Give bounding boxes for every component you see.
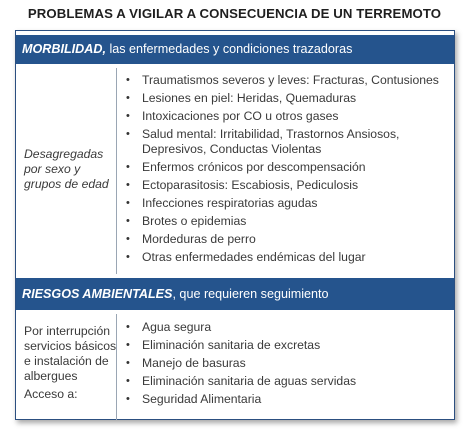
row-label-line: Por interrupción [24, 324, 111, 338]
bullet-icon: • [126, 251, 130, 263]
bullet-icon: • [126, 161, 130, 173]
section-row-morbilidad [16, 68, 454, 274]
condition-list [124, 73, 439, 268]
section-header-morbilidad [16, 35, 454, 64]
bullet-icon: • [126, 357, 130, 369]
bullet-icon: • [126, 197, 130, 209]
section-row-riesgos [16, 314, 454, 420]
bullet-icon: • [126, 74, 130, 86]
list-item: • Salud mental: Irritabilidad, Trastornos Ansiosos, Depresivos, Conductas Violentas [126, 127, 400, 156]
row-label-line: servicios básicos [24, 339, 117, 353]
list-item: • Mordeduras de perro [126, 232, 256, 246]
bullet-icon: • [126, 110, 130, 122]
list-item: • Intoxicaciones por CO u otros gases [126, 109, 339, 123]
list-item: • Manejo de basuras [126, 356, 246, 370]
row-label-line: por sexo y [24, 162, 81, 176]
list-item: • Eliminación sanitaria de aguas servidas [126, 374, 357, 388]
bullet-icon: • [126, 393, 130, 405]
row-label-line: albergues [24, 369, 78, 383]
list-item: • Traumatismos severos y leves: Fracturas, Contusiones [126, 73, 439, 87]
list-item: • Eliminación sanitaria de excretas [126, 338, 321, 352]
list-item: • Seguridad Alimentaria [126, 392, 262, 406]
list-item: • Otras enfermedades endémicas del lugar [126, 250, 366, 264]
list-item: • Ectoparasitosis: Escabiosis, Pediculosis [126, 178, 359, 192]
row-label-access: Acceso a: [24, 387, 78, 401]
section-header-rest: las enfermedades y condiciones trazadoras [105, 42, 353, 57]
row-label-line: e instalación de [24, 354, 109, 368]
risk-list [124, 320, 356, 410]
row-label [24, 147, 112, 192]
bullet-icon: • [126, 92, 130, 104]
list-item: • Lesiones en piel: Heridas, Quemaduras [126, 91, 357, 105]
bullet-icon: • [126, 321, 130, 333]
list-item: • Infecciones respiratorias agudas [126, 196, 318, 210]
bullet-icon: • [126, 375, 130, 387]
row-label-line: Desagregadas [24, 147, 104, 161]
column-divider [116, 314, 117, 420]
bullet-icon: • [126, 128, 130, 140]
section-header-strong: RIESGOS AMBIENTALES [22, 286, 173, 301]
list-item: • Enfermos crónicos por descompensación [126, 160, 366, 174]
list-item: • Brotes o epidemias [126, 214, 247, 228]
bullet-icon: • [126, 179, 130, 191]
section-header-strong: MORBILIDAD, [22, 42, 106, 57]
bullet-icon: • [126, 215, 130, 227]
bullet-icon: • [126, 233, 130, 245]
section-header-rest: , que requieren seguimiento [172, 286, 329, 301]
section-header-riesgos [16, 278, 454, 310]
column-divider [116, 68, 117, 274]
bullet-icon: • [126, 339, 130, 351]
list-item: • Agua segura [126, 320, 212, 334]
row-label-line: grupos de edad [24, 177, 109, 191]
row-label [24, 324, 117, 402]
table-frame [15, 30, 455, 420]
document-title: PROBLEMAS A VIGILAR A CONSECUENCIA DE UN TERREMOTO [27, 6, 442, 21]
